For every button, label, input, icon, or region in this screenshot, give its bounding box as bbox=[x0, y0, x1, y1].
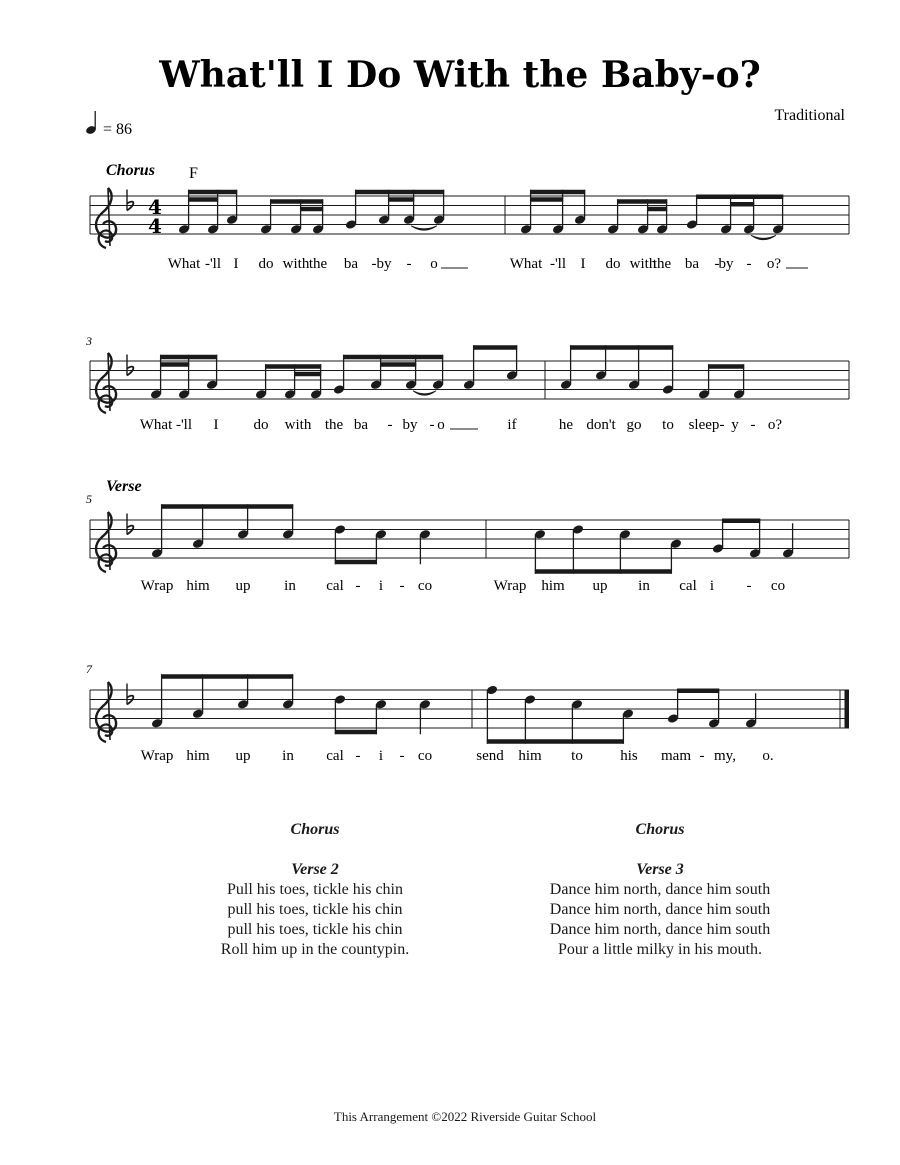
lyric-syllable: him bbox=[186, 578, 210, 594]
beam bbox=[708, 364, 744, 369]
lyric-syllable: - bbox=[371, 256, 377, 272]
lyric-syllable: - bbox=[355, 578, 361, 594]
lyric-syllable: - bbox=[387, 417, 393, 433]
lyric-syllable: o bbox=[430, 256, 438, 272]
measure-number: 7 bbox=[86, 662, 92, 676]
chorus-heading: Chorus bbox=[290, 821, 340, 838]
lyric-syllable: ba bbox=[353, 417, 369, 433]
lyric-syllable: with bbox=[629, 256, 657, 272]
lyric-syllable: Wrap bbox=[493, 578, 527, 594]
lyric-syllable: -'ll bbox=[175, 417, 193, 433]
staff-system bbox=[90, 345, 849, 433]
lyric-syllable: up bbox=[235, 578, 251, 594]
tie bbox=[751, 235, 776, 240]
lyric-syllable: ba bbox=[343, 256, 359, 272]
music-systems bbox=[90, 188, 849, 764]
lyric-syllable: in bbox=[282, 748, 294, 764]
lyric-syllable: up bbox=[592, 578, 608, 594]
beam bbox=[696, 195, 783, 200]
chord-symbol: F bbox=[189, 165, 198, 182]
lyric-syllable: y bbox=[731, 417, 739, 433]
lyric-syllable: go bbox=[626, 417, 642, 433]
verse-line: Dance him north, dance him south bbox=[549, 901, 771, 918]
lyric-syllable: by bbox=[718, 256, 734, 272]
page-title: What'll I Do With the Baby-o? bbox=[159, 54, 761, 96]
lyric-syllable: cal bbox=[326, 748, 344, 764]
lyric-syllable: by bbox=[402, 417, 418, 433]
chorus-heading: Chorus bbox=[635, 821, 685, 838]
measure-number: 3 bbox=[86, 334, 92, 348]
verse-heading: Verse 3 bbox=[636, 861, 684, 878]
beam bbox=[570, 345, 673, 350]
verse-line: Dance him north, dance him south bbox=[549, 921, 771, 938]
verse-line: Pull his toes, tickle his chin bbox=[227, 881, 403, 898]
verse-line: Dance him north, dance him south bbox=[549, 881, 771, 898]
treble-clef-icon bbox=[96, 682, 116, 742]
beam bbox=[473, 345, 517, 350]
section-label-verse: Verse bbox=[106, 478, 142, 495]
beam-secondary bbox=[388, 197, 414, 202]
lyric-syllable: send bbox=[476, 748, 504, 764]
lyric-syllable: him bbox=[518, 748, 542, 764]
lyric-syllable: - bbox=[406, 256, 412, 272]
lyric-syllable: - bbox=[429, 417, 435, 433]
copyright-footer: This Arrangement ©2022 Riverside Guitar School bbox=[333, 1109, 597, 1124]
lyric-syllable: I bbox=[233, 256, 239, 272]
lyric-syllable: up bbox=[235, 748, 251, 764]
beam bbox=[355, 190, 444, 195]
lyric-syllable: if bbox=[507, 417, 517, 433]
lyric-syllable: - bbox=[746, 256, 752, 272]
treble-clef-icon bbox=[96, 512, 116, 572]
lyric-syllable: ba bbox=[684, 256, 700, 272]
lyric-syllable: - bbox=[399, 578, 405, 594]
final-barline bbox=[845, 690, 850, 728]
lyric-syllable: him bbox=[541, 578, 565, 594]
beam bbox=[335, 560, 377, 565]
beam bbox=[487, 739, 624, 744]
verse-heading: Verse 2 bbox=[291, 861, 339, 878]
beam bbox=[535, 569, 672, 574]
beam bbox=[161, 504, 293, 509]
treble-clef-icon bbox=[96, 353, 116, 413]
tempo-value: = 86 bbox=[103, 121, 133, 138]
lyric-syllable: co bbox=[770, 578, 786, 594]
lyric-syllable: do bbox=[258, 256, 274, 272]
time-signature-bottom: 4 bbox=[148, 214, 162, 238]
lyric-syllable: o. bbox=[762, 748, 774, 764]
flat-sign-icon bbox=[127, 696, 133, 705]
beam bbox=[160, 355, 217, 360]
lyric-syllable: - bbox=[750, 417, 756, 433]
lyric-syllable: the bbox=[324, 417, 344, 433]
lyric-syllable: do bbox=[605, 256, 621, 272]
lyric-syllable: in bbox=[284, 578, 296, 594]
verse-column-left bbox=[165, 820, 465, 960]
lyric-syllable: do bbox=[253, 417, 269, 433]
lyric-syllable: to bbox=[662, 417, 674, 433]
beam-secondary bbox=[530, 197, 563, 202]
lyric-syllable: in bbox=[638, 578, 650, 594]
lyric-syllable: my, bbox=[714, 748, 736, 764]
lyric-syllable: - bbox=[746, 578, 752, 594]
lyric-syllable: co bbox=[417, 748, 433, 764]
lyric-syllable: cal bbox=[326, 578, 344, 594]
lyric-syllable: - bbox=[699, 748, 705, 764]
verse-line: Roll him up in the countypin. bbox=[220, 941, 410, 958]
lyric-syllable: i bbox=[378, 578, 384, 594]
beam-secondary bbox=[300, 207, 323, 212]
lyric-syllable: - bbox=[719, 417, 725, 433]
lyric-syllable: with bbox=[284, 417, 312, 433]
beam-secondary bbox=[730, 202, 754, 207]
lyric-syllable: Wrap bbox=[140, 748, 174, 764]
beam bbox=[617, 199, 667, 204]
beam-secondary bbox=[188, 197, 218, 202]
flat-sign-icon bbox=[127, 202, 133, 211]
staff-system bbox=[90, 674, 849, 764]
beam-secondary bbox=[647, 207, 667, 212]
lyric-syllable: -'ll bbox=[549, 256, 567, 272]
time-signature-top: 4 bbox=[148, 195, 162, 219]
beam-secondary bbox=[380, 362, 416, 367]
beam bbox=[722, 519, 760, 524]
lyric-syllable: o? bbox=[767, 417, 783, 433]
verse-column-right bbox=[510, 820, 810, 960]
treble-clef-icon bbox=[96, 188, 116, 248]
measure-number: 5 bbox=[86, 492, 92, 506]
lyric-syllable: his bbox=[620, 748, 638, 764]
section-label-chorus: Chorus bbox=[106, 162, 155, 179]
lyric-syllable: - bbox=[714, 256, 720, 272]
beam bbox=[161, 674, 293, 679]
lyric-syllable: mam bbox=[661, 748, 691, 764]
composer-credit: Traditional bbox=[774, 107, 845, 124]
verse-line: pull his toes, tickle his chin bbox=[227, 921, 403, 938]
beam bbox=[265, 364, 321, 369]
beam bbox=[188, 190, 237, 195]
lyric-syllable: co bbox=[417, 578, 433, 594]
beam bbox=[270, 199, 323, 204]
lyric-syllable: don't bbox=[586, 417, 616, 433]
flat-sign-icon bbox=[127, 526, 133, 535]
lyric-syllable: What bbox=[167, 256, 201, 272]
verse-line: Pour a little milky in his mouth. bbox=[558, 941, 762, 958]
beam bbox=[677, 689, 719, 694]
staff-system bbox=[90, 504, 849, 594]
lyric-syllable: What bbox=[139, 417, 173, 433]
lyric-syllable: - bbox=[399, 748, 405, 764]
lyric-syllable: the bbox=[652, 256, 672, 272]
lyric-syllable: the bbox=[308, 256, 328, 272]
beam-secondary bbox=[160, 362, 189, 367]
lyric-syllable: Wrap bbox=[140, 578, 174, 594]
lyric-syllable: he bbox=[558, 417, 574, 433]
beam bbox=[343, 355, 443, 360]
lyric-syllable: I bbox=[580, 256, 586, 272]
lyric-syllable: sleep bbox=[688, 417, 720, 433]
lyric-syllable: to bbox=[571, 748, 583, 764]
lyric-syllable: cal bbox=[679, 578, 697, 594]
lyric-syllable: -'ll bbox=[204, 256, 222, 272]
beam bbox=[530, 190, 585, 195]
beam bbox=[335, 730, 377, 735]
tie bbox=[411, 226, 437, 231]
lyric-syllable: o? bbox=[766, 256, 782, 272]
staff-system bbox=[90, 188, 849, 272]
lyric-syllable: by bbox=[376, 256, 392, 272]
lyric-syllable: I bbox=[213, 417, 219, 433]
flat-sign-icon bbox=[127, 367, 133, 376]
lyric-syllable: o bbox=[437, 417, 445, 433]
beam-secondary bbox=[294, 372, 321, 377]
lyric-syllable: him bbox=[186, 748, 210, 764]
tempo-marking bbox=[85, 111, 132, 138]
lyric-syllable: i bbox=[378, 748, 384, 764]
lyric-syllable: with bbox=[282, 256, 310, 272]
lyric-syllable: i bbox=[709, 578, 715, 594]
tie bbox=[413, 391, 436, 396]
lyric-syllable: What bbox=[509, 256, 543, 272]
lyric-syllable: - bbox=[355, 748, 361, 764]
verse-line: pull his toes, tickle his chin bbox=[227, 901, 403, 918]
